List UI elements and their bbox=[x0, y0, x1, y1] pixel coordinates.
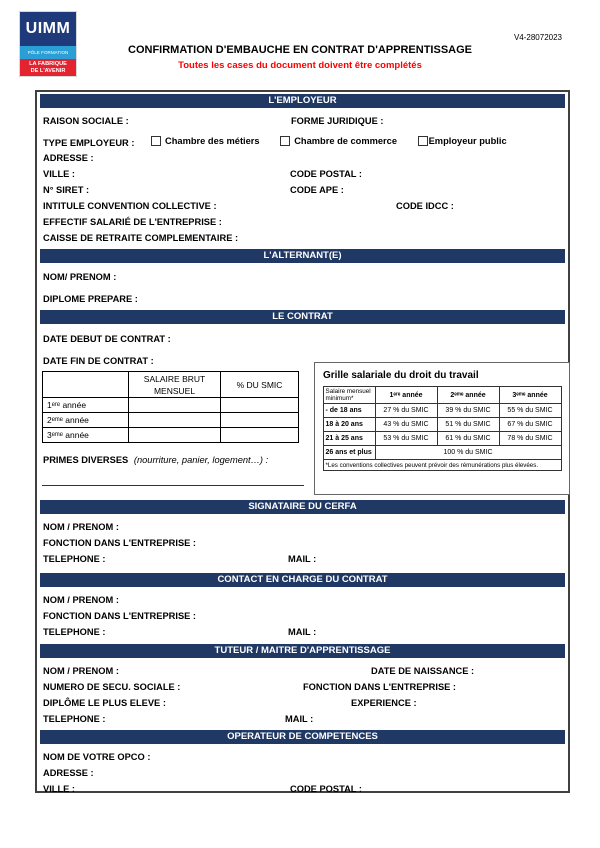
row-signataire-telephone bbox=[43, 551, 564, 567]
row-raison-sociale bbox=[43, 113, 564, 129]
grille-cell: 67 % du SMIC bbox=[499, 418, 561, 432]
uimm-logo-brand-line1: LA FABRIQUE bbox=[29, 60, 67, 67]
grille-row-26plus bbox=[323, 446, 561, 460]
label-raison-sociale: RAISON SOCIALE : bbox=[43, 116, 129, 126]
label-tuteur-secu: NUMERO DE SECU. SOCIALE : bbox=[43, 682, 181, 692]
row-contact-fonction bbox=[43, 608, 564, 624]
salary-input-cell[interactable] bbox=[221, 413, 299, 428]
label-contact-telephone: TELEPHONE : bbox=[43, 627, 106, 637]
row-tuteur-diplome bbox=[43, 695, 564, 711]
label-signataire-nom: NOM / PRENOM : bbox=[43, 522, 119, 532]
label-tuteur-diplome: DIPLÔME LE PLUS ELEVE : bbox=[43, 698, 166, 708]
label-tuteur-date-naissance: DATE DE NAISSANCE : bbox=[371, 666, 475, 676]
label-opco-adresse: ADRESSE : bbox=[43, 768, 94, 778]
grille-row-label: 18 à 20 ans bbox=[323, 418, 375, 432]
checkbox-label: Chambre de commerce bbox=[294, 136, 398, 146]
checkbox-chambre-des-metiers[interactable] bbox=[151, 132, 260, 150]
checkbox-employeur-public[interactable] bbox=[418, 132, 507, 150]
row-adresse bbox=[43, 150, 564, 166]
label-contact-fonction: FONCTION DANS L'ENTREPRISE : bbox=[43, 611, 197, 621]
row-contact-nom bbox=[43, 592, 564, 608]
salary-table-header-row bbox=[43, 372, 299, 398]
row-alternant-nom bbox=[43, 269, 564, 285]
row-signataire-nom bbox=[43, 519, 564, 535]
grille-cell: 51 % du SMIC bbox=[437, 418, 499, 432]
grille-cell: 55 % du SMIC bbox=[499, 404, 561, 418]
grille-header-row bbox=[323, 387, 561, 404]
checkbox-label: Employeur public bbox=[428, 136, 507, 146]
page-subtitle: Toutes les cases du document doivent être complétés bbox=[178, 60, 422, 71]
label-opco-ville: VILLE : bbox=[43, 784, 76, 794]
label-ville: VILLE : bbox=[43, 169, 76, 179]
grille-header-min: Salaire mensuel minimum* bbox=[323, 387, 375, 404]
label-code-ape: CODE APE : bbox=[290, 185, 344, 195]
section-header-opco: OPERATEUR DE COMPETENCES bbox=[40, 730, 565, 744]
salary-input-cell[interactable] bbox=[129, 398, 221, 413]
page-title: CONFIRMATION D'EMBAUCHE EN CONTRAT D'APPRENTISSAGE bbox=[128, 44, 472, 56]
salary-input-cell[interactable] bbox=[221, 398, 299, 413]
row-convention bbox=[43, 198, 564, 214]
label-alternant-nom-prenom: NOM/ PRENOM : bbox=[43, 272, 117, 282]
section-header-contact: CONTACT EN CHARGE DU CONTRAT bbox=[40, 573, 565, 587]
grille-cell: 39 % du SMIC bbox=[437, 404, 499, 418]
grille-row-label: 21 à 25 ans bbox=[323, 432, 375, 446]
label-convention-collective: INTITULE CONVENTION COLLECTIVE : bbox=[43, 201, 217, 211]
row-siret bbox=[43, 182, 564, 198]
row-opco-nom bbox=[43, 749, 564, 765]
salary-input-cell[interactable] bbox=[129, 413, 221, 428]
label-effectif: EFFECTIF SALARIÉ DE L'ENTREPRISE : bbox=[43, 217, 222, 227]
row-opco-adresse bbox=[43, 765, 564, 781]
salary-row-annee2 bbox=[43, 413, 299, 428]
grille-header-annee3: 3ᵉᵐᵉ année bbox=[499, 387, 561, 404]
label-opco-code-postal: CODE POSTAL : bbox=[290, 784, 362, 794]
label-siret: N° SIRET : bbox=[43, 185, 90, 195]
label-tuteur-mail: MAIL : bbox=[285, 714, 314, 724]
salary-table bbox=[42, 371, 299, 443]
grille-header-annee1: 1ᵉʳᵉ année bbox=[375, 387, 437, 404]
label-tuteur-nom: NOM / PRENOM : bbox=[43, 666, 119, 676]
section-header-signataire: SIGNATAIRE DU CERFA bbox=[40, 500, 565, 514]
row-tuteur-nom bbox=[43, 663, 564, 679]
label-signataire-telephone: TELEPHONE : bbox=[43, 554, 106, 564]
grille-row-moins18 bbox=[323, 404, 561, 418]
label-forme-juridique: FORME JURIDIQUE : bbox=[291, 116, 384, 126]
grille-title: Grille salariale du droit du travail bbox=[323, 370, 479, 381]
form-container bbox=[35, 90, 570, 793]
salary-header-empty bbox=[43, 372, 129, 398]
grille-salariale-panel bbox=[314, 362, 570, 495]
label-signataire-fonction: FONCTION DANS L'ENTREPRISE : bbox=[43, 538, 197, 548]
label-tuteur-fonction: FONCTION DANS L'ENTREPRISE : bbox=[303, 682, 457, 692]
label-caisse-retraite: CAISSE DE RETRAITE COMPLEMENTAIRE : bbox=[43, 233, 239, 243]
section-header-tuteur: TUTEUR / MAITRE D'APPRENTISSAGE bbox=[40, 644, 565, 658]
salary-header-smic: % DU SMIC bbox=[221, 372, 299, 398]
row-diplome-prepare bbox=[43, 291, 564, 307]
label-type-employeur: TYPE EMPLOYEUR : bbox=[43, 138, 135, 148]
label-adresse: ADRESSE : bbox=[43, 153, 94, 163]
grille-row-label: 26 ans et plus bbox=[323, 446, 375, 460]
salary-row-label: 3ᵉᵐᵉ année bbox=[43, 428, 129, 443]
row-tuteur-secu bbox=[43, 679, 564, 695]
salary-input-cell[interactable] bbox=[129, 428, 221, 443]
grille-header-annee2: 2ᵉᵐᵉ année bbox=[437, 387, 499, 404]
row-contact-telephone bbox=[43, 624, 564, 640]
salary-header-brut: SALAIRE BRUT MENSUEL bbox=[129, 372, 221, 398]
row-ville bbox=[43, 166, 564, 182]
grille-cell-span: 100 % du SMIC bbox=[375, 446, 561, 460]
section-header-employeur: L'EMPLOYEUR bbox=[40, 94, 565, 108]
label-tuteur-telephone: TELEPHONE : bbox=[43, 714, 106, 724]
uimm-logo-band-text: PÔLE FORMATION bbox=[27, 49, 69, 55]
row-type-employeur bbox=[43, 132, 564, 150]
primes-fill-line[interactable] bbox=[42, 478, 304, 486]
label-primes-note: (nourriture, panier, logement…) : bbox=[133, 455, 269, 465]
row-caisse-retraite bbox=[43, 230, 564, 246]
row-signataire-fonction bbox=[43, 535, 564, 551]
label-primes-diverses: PRIMES DIVERSES bbox=[43, 455, 129, 465]
row-opco-ville bbox=[43, 781, 564, 797]
grille-footnote: *Les conventions collectives peuvent prévoir des rémunérations plus élevées. bbox=[323, 460, 561, 471]
label-date-debut: DATE DEBUT DE CONTRAT : bbox=[43, 334, 171, 344]
grille-row-label: - de 18 ans bbox=[323, 404, 375, 418]
label-tuteur-experience: EXPERIENCE : bbox=[351, 698, 417, 708]
checkbox-icon[interactable] bbox=[151, 136, 161, 146]
uimm-logo-brand-line2: DE L'AVENIR bbox=[30, 67, 66, 74]
grille-cell: 78 % du SMIC bbox=[499, 432, 561, 446]
grille-row-21a25 bbox=[323, 432, 561, 446]
checkbox-icon[interactable] bbox=[280, 136, 290, 146]
row-date-debut bbox=[43, 331, 564, 347]
section-header-alternant: L'ALTERNANT(E) bbox=[40, 249, 565, 263]
salary-row-annee3 bbox=[43, 428, 299, 443]
label-contact-mail: MAIL : bbox=[288, 627, 317, 637]
grille-footnote-row bbox=[323, 460, 561, 471]
contract-salary-zone bbox=[37, 371, 568, 497]
label-code-idcc: CODE IDCC : bbox=[396, 201, 454, 211]
salary-row-label: 2ᵉᵐᵉ année bbox=[43, 413, 129, 428]
grille-cell: 61 % du SMIC bbox=[437, 432, 499, 446]
row-effectif bbox=[43, 214, 564, 230]
grille-cell: 27 % du SMIC bbox=[375, 404, 437, 418]
salary-row-label: 1ᵉʳᵉ année bbox=[43, 398, 129, 413]
checkbox-label: Chambre des métiers bbox=[165, 136, 260, 146]
section-header-contrat: LE CONTRAT bbox=[40, 310, 565, 324]
salary-input-cell[interactable] bbox=[221, 428, 299, 443]
uimm-logo-wordmark: UIMM bbox=[20, 12, 76, 46]
label-signataire-mail: MAIL : bbox=[288, 554, 317, 564]
label-contact-nom: NOM / PRENOM : bbox=[43, 595, 119, 605]
grille-table bbox=[323, 386, 562, 471]
label-diplome-prepare: DIPLOME PREPARE : bbox=[43, 294, 138, 304]
label-opco-nom: NOM DE VOTRE OPCO : bbox=[43, 752, 151, 762]
checkbox-chambre-de-commerce[interactable] bbox=[280, 132, 397, 150]
grille-cell: 43 % du SMIC bbox=[375, 418, 437, 432]
version-label: V4-28072023 bbox=[513, 33, 562, 42]
grille-row-18a20 bbox=[323, 418, 561, 432]
grille-cell: 53 % du SMIC bbox=[375, 432, 437, 446]
label-code-postal: CODE POSTAL : bbox=[290, 169, 362, 179]
row-tuteur-telephone bbox=[43, 711, 564, 727]
checkbox-icon[interactable] bbox=[418, 136, 428, 146]
salary-row-annee1 bbox=[43, 398, 299, 413]
label-date-fin: DATE FIN DE CONTRAT : bbox=[43, 356, 154, 366]
